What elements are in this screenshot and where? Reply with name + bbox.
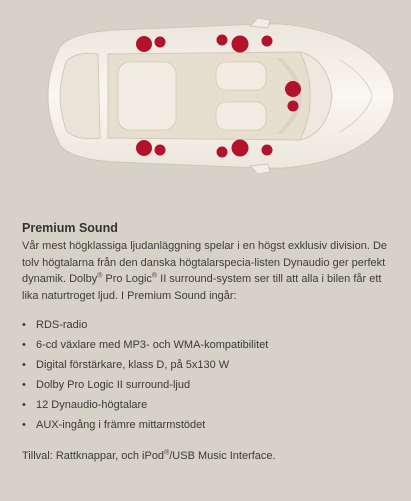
list-item: • RDS-radio: [22, 316, 394, 334]
speaker-icon: [136, 36, 152, 52]
intro-text-3: II surround-system ser till att alla i bilen får ett lika naturtroget ljud. I Premium Sound ingår:: [22, 273, 382, 302]
speaker-icon: [155, 37, 166, 48]
registered-mark: ®: [151, 272, 158, 280]
registered-mark: ®: [97, 272, 103, 280]
speaker-icon: [285, 81, 301, 97]
options-note: Tillval: Rattknappar, och iPod®/USB Music Interface.: [22, 449, 276, 462]
list-item: • 12 Dynaudio-högtalare: [22, 396, 394, 414]
speaker-icon: [136, 140, 152, 156]
list-item: • Digital förstärkare, klass D, på 5x130 W: [22, 356, 394, 374]
list-item: • 6-cd växlare med MP3- och WMA-kompatibilitet: [22, 336, 394, 354]
rear-window: [60, 53, 100, 138]
speaker-icon: [232, 140, 249, 157]
speaker-icon: [217, 35, 228, 46]
bullet: •: [22, 379, 26, 391]
rear-seat: [118, 62, 176, 130]
bullet: •: [22, 399, 26, 411]
speaker-icon: [288, 101, 299, 112]
speaker-icon: [217, 147, 228, 158]
bullet: •: [22, 359, 26, 371]
bullet: •: [22, 419, 26, 431]
product-description: [22, 220, 394, 464]
speaker-icon: [262, 145, 273, 156]
mirror-bottom: [250, 164, 270, 174]
list-item: • Dolby Pro Logic II surround-ljud: [22, 376, 394, 394]
car-speaker-illustration: [0, 0, 411, 200]
registered-mark: ®: [164, 449, 170, 457]
mirror-top: [250, 18, 270, 28]
bullet: •: [22, 319, 26, 331]
speaker-icon: [155, 145, 166, 156]
front-seat-left: [216, 62, 266, 90]
feature-list: [22, 316, 394, 434]
intro-text-2: Pro Logic: [102, 273, 152, 285]
page-title: Premium Sound: [22, 221, 118, 235]
intro-paragraph: [22, 238, 394, 304]
speaker-icon: [262, 36, 273, 47]
list-item: • AUX-ingång i främre mittarmstödet: [22, 416, 394, 434]
bullet: •: [22, 339, 26, 351]
front-seat-right: [216, 102, 266, 130]
speaker-icon: [232, 36, 249, 53]
intro-text-1: Vår mest högklassiga ljudanläggning spelar i en högst exklusiv division. De tolv högtalarna från den danska högtalarspecia-listen Dynaudio ger perfekt dynamik. Dolby: [22, 240, 388, 285]
